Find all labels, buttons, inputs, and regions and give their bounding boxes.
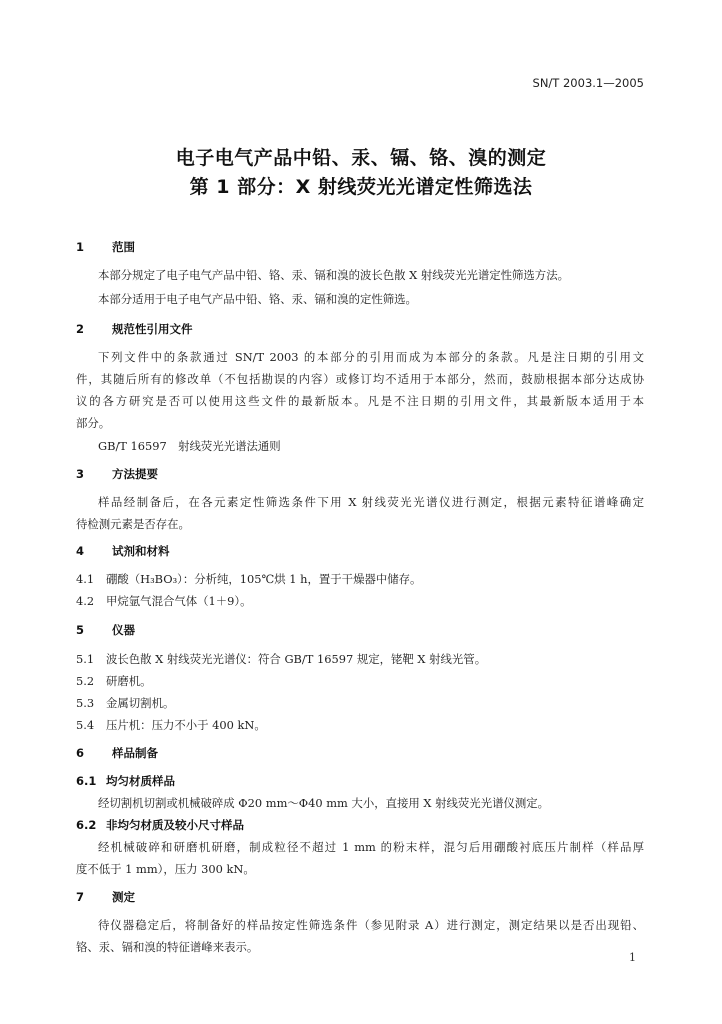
section-number: 7: [76, 890, 85, 904]
clause-number: 4.1: [76, 572, 95, 586]
section-title: 样品制备: [112, 746, 158, 760]
clause-number: 5.1: [76, 652, 95, 666]
section-2-paragraph-line-4: 部分。: [76, 416, 111, 430]
document-title-line-2: 第 1 部分：X 射线荧光光谱定性筛选法: [189, 176, 533, 198]
subsection-6-2-text-line-2: 度不低于 1 mm），压力 300 kN。: [76, 862, 255, 876]
subsection-6-1-heading: [76, 773, 175, 789]
clause-number: 4.2: [76, 594, 95, 608]
subsection-6-2-heading: [76, 817, 244, 833]
clause-4-2: [76, 593, 251, 609]
section-number: 2: [76, 322, 85, 336]
section-3-heading: [76, 466, 158, 482]
section-3-paragraph-line-1: 样品经制备后，在各元素定性筛选条件下用 X 射线荧光光谱仪进行测定，根据元素特征谱峰确定: [98, 495, 644, 509]
clause-5-2: [76, 673, 152, 689]
clause-text: 研磨机。: [106, 674, 152, 688]
subsection-6-1-text: 经切割机切割或机械破碎成 Φ20 mm～Φ40 mm 大小，直接用 X 射线荧光光谱仪测定。: [98, 796, 550, 810]
section-title: 试剂和材料: [112, 544, 170, 558]
section-2-paragraph-line-1: 下列文件中的条款通过 SN/T 2003 的本部分的引用而成为本部分的条款。凡是注日期的引用文: [98, 350, 644, 364]
section-title: 仪器: [112, 623, 135, 637]
section-4-heading: [76, 543, 170, 559]
clause-number: 6.1: [76, 774, 97, 788]
clause-4-1: [76, 571, 421, 587]
section-number: 3: [76, 467, 85, 481]
clause-text: 硼酸（H₃BO₃）：分析纯，105℃烘 1 h，置于干燥器中储存。: [106, 572, 422, 586]
section-number: 6: [76, 746, 85, 760]
section-title: 方法提要: [112, 467, 158, 481]
clause-title: 非均匀材质及较小尺寸样品: [106, 818, 244, 832]
clause-text: 甲烷氩气混合气体（1＋9）。: [106, 594, 252, 608]
section-7-paragraph-line-1: 待仪器稳定后，将制备好的样品按定性筛选条件（参见附录 A）进行测定，测定结果以是否出现铅、: [98, 918, 644, 932]
section-6-heading: [76, 745, 158, 761]
clause-title: 均匀材质样品: [106, 774, 175, 788]
clause-5-1: [76, 651, 486, 667]
clause-number: 5.3: [76, 696, 95, 710]
section-2-paragraph-line-2: 件，其随后所有的修改单（不包括勘误的内容）或修订均不适用于本部分，然而，鼓励根据本部分达成协: [76, 372, 644, 386]
clause-number: 6.2: [76, 818, 97, 832]
section-1-heading: [76, 239, 135, 255]
clause-text: 压片机：压力不小于 400 kN。: [106, 718, 266, 732]
section-1-paragraph-1: 本部分规定了电子电气产品中铅、铬、汞、镉和溴的波长色散 X 射线荧光光谱定性筛选方法。: [98, 268, 569, 282]
section-3-paragraph-line-2: 待检测元素是否存在。: [76, 517, 190, 531]
clause-text: 波长色散 X 射线荧光光谱仪：符合 GB/T 16597 规定，铑靶 X 射线光管。: [106, 652, 487, 666]
page-number: 1: [629, 951, 636, 964]
section-5-heading: [76, 622, 135, 638]
subsection-6-2-text-line-1: 经机械破碎和研磨机研磨，制成粒径不超过 1 mm 的粉末样，混匀后用硼酸衬底压片制样（样品厚: [98, 840, 644, 854]
section-number: 5: [76, 623, 85, 637]
standard-code: SN/T 2003.1—2005: [532, 76, 644, 90]
section-7-heading: [76, 889, 135, 905]
clause-5-4: [76, 717, 266, 733]
section-number: 1: [76, 240, 85, 254]
clause-number: 5.2: [76, 674, 95, 688]
normative-reference: GB/T 16597 射线荧光光谱法通则: [98, 439, 281, 453]
clause-text: 金属切割机。: [106, 696, 175, 710]
section-title: 规范性引用文件: [112, 322, 193, 336]
section-number: 4: [76, 544, 85, 558]
document-title-line-1: 电子电气产品中铅、汞、镉、铬、溴的测定: [175, 147, 547, 169]
clause-number: 5.4: [76, 718, 95, 732]
section-title: 范围: [112, 240, 135, 254]
section-1-paragraph-2: 本部分适用于电子电气产品中铅、铬、汞、镉和溴的定性筛选。: [98, 292, 417, 306]
section-2-paragraph-line-3: 议的各方研究是否可以使用这些文件的最新版本。凡是不注日期的引用文件，其最新版本适用于本: [76, 394, 644, 408]
section-7-paragraph-line-2: 铬、汞、镉和溴的特征谱峰来表示。: [76, 940, 259, 954]
section-2-heading: [76, 321, 193, 337]
section-title: 测定: [112, 890, 135, 904]
clause-5-3: [76, 695, 174, 711]
